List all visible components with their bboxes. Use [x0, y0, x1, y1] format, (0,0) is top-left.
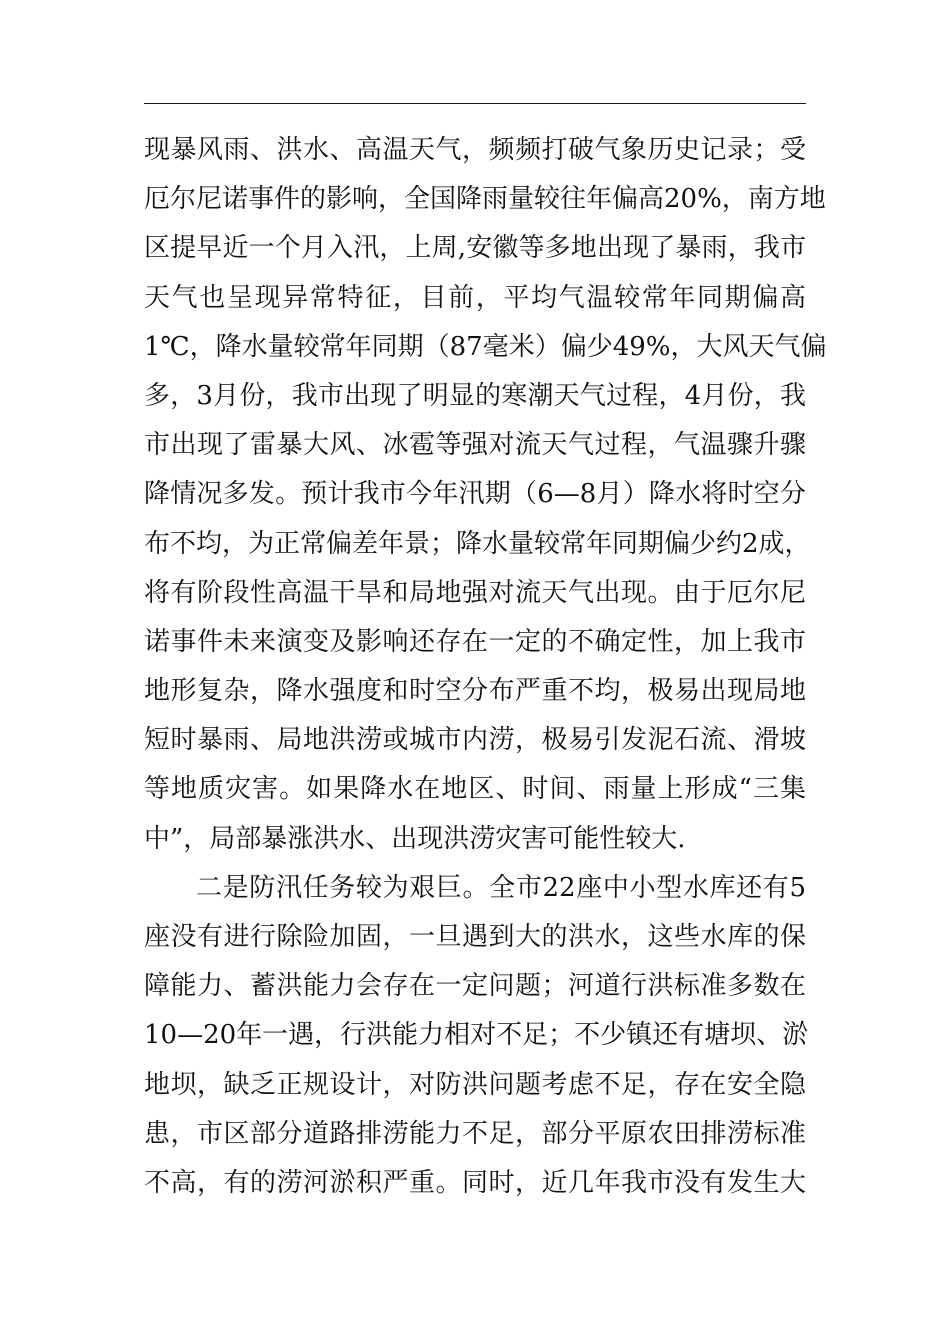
text-line: 布不均，为正常偏差年景；降水量较常年同期偏少约2成， [144, 528, 811, 559]
header-rule [144, 103, 806, 104]
text-line: 天气也呈现异常特征，目前，平均气温较常年同期偏高 [144, 282, 806, 313]
body-text [144, 126, 827, 1208]
text-line: 短时暴雨、局地洪涝或城市内涝，极易引发泥石流、滑坡 [144, 725, 806, 756]
text-line: 市出现了雷暴大风、冰雹等强对流天气过程，气温骤升骤 [144, 430, 806, 461]
text-line: 中”，局部暴涨洪水、出现洪涝灾害可能性较大. [144, 823, 686, 854]
text-line: 降情况多发。预计我市今年汛期（6—8月）降水将时空分 [144, 479, 806, 510]
text-line: 二是防汛任务较为艰巨。全市22座中小型水库还有5 [196, 872, 806, 903]
text-line: 地形复杂，降水强度和时空分布严重不均，极易出现局地 [144, 676, 806, 707]
text-line: 座没有进行除险加固，一旦遇到大的洪水，这些水库的保 [144, 922, 806, 952]
text-line: 诺事件未来演变及影响还存在一定的不确定性，加上我市 [144, 626, 806, 657]
text-line: 地坝，缺乏正规设计，对防洪问题考虑不足，存在安全隐 [144, 1069, 806, 1100]
text-line: 将有阶段性高温干旱和局地强对流天气出现。由于厄尔尼 [144, 577, 806, 608]
text-line: 10—20年一遇，行洪能力相对不足；不少镇还有塘坝、淤 [144, 1020, 809, 1051]
text-line: 现暴风雨、洪水、高温天气，频频打破气象历史记录；受 [144, 135, 806, 165]
text-line: 障能力、蓄洪能力会存在一定问题；河道行洪标准多数在 [144, 971, 806, 1002]
text-line: 多，3月份，我市出现了明显的寒潮天气过程，4月份，我 [144, 380, 806, 411]
text-line: 1℃，降水量较常年同期（87毫米）偏少49%，大风天气偏 [144, 331, 827, 362]
text-line: 厄尔尼诺事件的影响，全国降雨量较往年偏高20%，南方地 [144, 184, 826, 215]
text-line: 区提早近一个月入汛，上周,安徽等多地出现了暴雨，我市 [144, 233, 806, 264]
text-line: 不高，有的涝河淤积严重。同时，近几年我市没有发生大 [144, 1167, 806, 1198]
text-line: 等地质灾害。如果降水在地区、时间、雨量上形成“三集 [144, 774, 806, 805]
text-line: 患，市区部分道路排涝能力不足，部分平原农田排涝标准 [144, 1118, 806, 1149]
